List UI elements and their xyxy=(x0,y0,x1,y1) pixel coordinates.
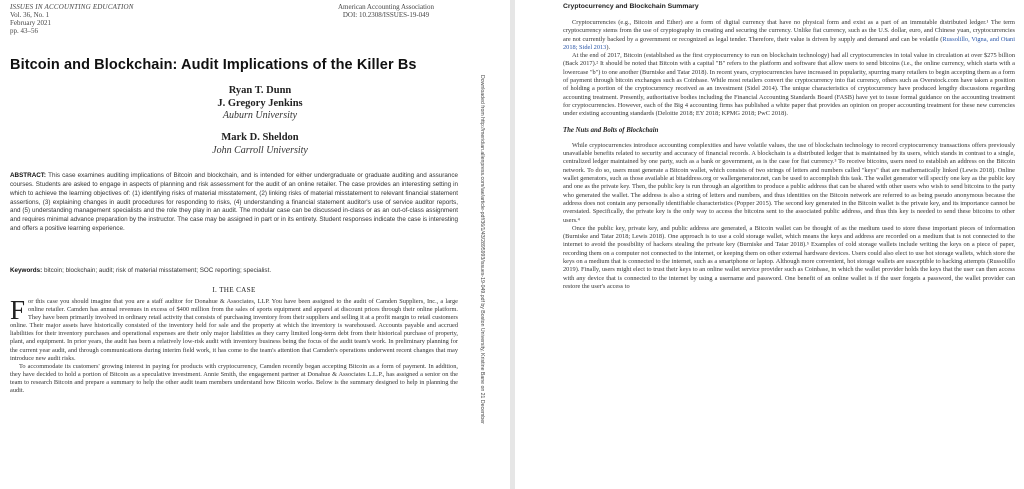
publisher-info xyxy=(320,3,452,19)
left-page xyxy=(0,0,510,489)
publisher-name: American Accounting Association xyxy=(337,3,435,11)
drop-cap: F xyxy=(10,295,26,325)
keywords-text: bitcoin; blockchain; audit; risk of material misstatement; SOC reporting; specialist. xyxy=(43,267,272,274)
subsection-heading: The Nuts and Bolts of Blockchain xyxy=(563,126,659,134)
keywords-label: Keywords: xyxy=(10,267,43,274)
paper-title: Bitcoin and Blockchain: Audit Implications of the Killer Bs xyxy=(10,57,417,73)
paragraph: Once the public key, private key, and public address are generated, a Bitcoin wallet can be thought of as the medium used to store these important pieces of information (Burniske and Tatar 2018; Lewis 2018). One approach is to use a cold storage wallet, which means the keys and address are recorded on a medium that is not connected to the internet to avoid the possibility of hackers stealing the private key (Burniske and Tatar 2018).⁵ Examples of cold storage wallets include writing the keys on a piece of paper, recording them on a computer not connected to the internet, or keeping them on other external hardware devices. Users could also elect to use hot storage wallets, which store the keys on a medium that is connected to the internet, such as a smartphone or laptop. Although more convenient, hot storage wallets are susceptible to hacking attempts (Russolillo 2019). Finally, users might elect to trust their keys to an online wallet service provider such as Coinbase, in which the wallet provider holds the keys that the user can then access with any device that is connected to the internet by using a username and password. One benefit of an online wallet is if the user forgets a password, the wallet provider can restore the user's access to xyxy=(563,224,1015,290)
body-text xyxy=(10,295,458,395)
abstract-label: ABSTRACT: xyxy=(10,172,47,179)
journal-info xyxy=(10,3,134,35)
paragraph-text: or this case you should imagine that you are a staff auditor for Donahue & Associates, LLP. You have been assigned to the audit of Camden Suppliers, Inc., a large online retailer. Camden has annual revenues in excess of $400 million from the sales of sports equipment and apparel at discount prices through their online platform. They have been primarily involved in ordinary retail activity that consists of purchasing inventory from their suppliers and selling it at a profit margin to retail customers online. Their major assets have historically consisted of the inventory held for sale and the property at which the inventory is warehoused. Accounts payable and accrued liabilities for their inventory purchases and operational expenses are their only major liabilities as they carry limited long-term debt from their historical purchase of property, plant, and equipment. In prior years, the audit has been a relatively low-risk audit with inventory business being the focus of the audit team's work. In preliminary planning for the current year audit, and through communications during interim field work, it has come to the team's attention that Camden's operations underwent recent changes that may introduce new audit risks. xyxy=(10,298,458,362)
keywords xyxy=(10,267,458,274)
abstract xyxy=(10,172,458,234)
journal-name: ISSUES IN ACCOUNTING EDUCATION xyxy=(10,3,134,11)
author-block xyxy=(150,85,370,167)
author-affiliation: John Carroll University xyxy=(212,144,308,156)
journal-date: February 2021 xyxy=(10,19,52,27)
author-name: Ryan T. Dunn xyxy=(228,85,292,96)
author-name: Mark D. Sheldon xyxy=(221,132,299,143)
doi: DOI: 10.2308/ISSUES-19-049 xyxy=(342,11,430,19)
section-title: I. THE CASE xyxy=(212,286,256,294)
abstract-text: This case examines auditing implications of Bitcoin and blockchain, and is intended for either undergraduate or graduate auditing and assurance courses. Students are asked to engage in aspects of planning and risk assessment for the audit of an online retailer. The case provides an interesting setting in which to achieve the learning objectives of: (1) identifying risks of material misstatement, (2) linking risks of material misstatement to relevant financial statement assertions, (3) explaining changes in audit procedures for responding to risks, (4) understanding a financial statement auditor's use of service auditor reports, and (5) understanding management specialists and the role they play in an audit. The modular case can be discussed in-class or as an out-of-class assignment and requires minimal advance preparation by the instructor. The case may be assigned in part or in its entirety. Student responses indicate the case is interesting and offers a positive learning experience. xyxy=(10,172,458,233)
journal-pages: pp. 43–56 xyxy=(10,27,38,35)
paragraph xyxy=(10,295,458,363)
author-name: J. Gregory Jenkins xyxy=(217,97,303,109)
paragraph: To accommodate its customers' growing interest in paying for products with cryptocurrency, Camden recently began accepting Bitcoin as a form of payment. In addition, they have decided to hold a portion of Bitcoin as a speculative investment. Annie Smith, the engagement partner at Donahue & Associates L.L.P., has assigned a senior on the team to research Bitcoin and prepare a summary to help the other audit team members understand how Bitcoin works. Below is the summary designed to help in planning the audit. xyxy=(10,362,458,395)
right-page xyxy=(515,0,1024,489)
citation-link[interactable]: Russolillo, Vigna, and Otani 2018; Sidel 2013 xyxy=(563,35,1015,51)
paragraph: At the end of 2017, Bitcoin (established as the first cryptocurrency to run on blockchain technology) had all cryptocurrencies in total value in circulation at over $275 billion (Back 2017).² It should be noted that Bitcoin with a capital "B" refers to the platform and software that allow users to send bitcoins (i.e., the online currency, which starts with a lowercase "b") to one another (Burniske and Tatar 2018). In recent years, cryptocurrencies have increased in popularity, spurring many retailers to begin accepting them as a form of payment through bitcoin exchanges such as Coinbase. While most retailers convert the cryptocurrency into fiat currency, others such as Overstock.com have taken a position of holding a portion of the cryptocurrency received as an investment (Sidel 2014). The unique characteristics of cryptocurrency have produced lengthy discussions regarding accounting treatment. Presently, authoritative bodies including the Financial Accounting Standards Board (FASB) have yet to issue formal guidance on the accounting treatment for cryptocurrencies. However, each of the Big 4 accounting firms has published a white paper that provides an opinion on proper accounting treatment for these new currencies under existing accounting standards (Deloitte 2018; EY 2018; KPMG 2018; PwC 2018). xyxy=(563,52,1015,118)
section-heading: Cryptocurrency and Blockchain Summary xyxy=(563,3,699,10)
paragraph-text: Cryptocurrencies (e.g., Bitcoin and Ether) are a form of digital currency that have no physical form and exist as a part of an immutable distributed ledger.¹ The term cryptocurrency stems from the use of cryptography in creating and securing the currency. Unlike fiat currency, such as the U.S. dollar, euro, and Chinese yuan, cryptocurrencies are not currently backed by a government or recognized as legal tender. Therefore, their value is driven by supply and demand and can be volatile ( xyxy=(563,19,1015,43)
paragraph: While cryptocurrencies introduce accounting complexities and have volatile values, the use of blockchain technology to record cryptocurrency transactions offers previously unavailable benefits related to security and accuracy of financial records. A blockchain is a distributed ledger that is maintained by its users, which stands in contrast to a single, centralized ledger maintained by one party, such as a bank or government, as is the case for fiat currency.³ To receive bitcoins, users need to establish an address on the Bitcoin network. To do so, users must generate a Bitcoin wallet, which consists of two strings of letters and numbers called "keys" that are mathematically linked (Lewis 2018). Online wallet generators, such as those available at bitaddress.org or wallergenerator.net, can be used to accomplish this task. The wallet generator will specify one key as the public key and one as the private key. Then, the public key is run through an algorithm to produce a public address that can be shared with other users who wish to send bitcoins to the party who generated the wallet. The address is also a string of letters and numbers, and thus identities on the Bitcoin network are referred to as being pseudo anonymous because the address does not contain any personally identifiable characteristics (Popper 2015). The second key generated in the Bitcoin wallet is the private key, and its importance cannot be overstated. Specifically, the private key is the only way to access the bitcoins sent to the associated public address, and thus this key is needed to send these bitcoins to other users.⁴ xyxy=(563,141,1015,224)
download-notice: Downloaded from http://meridian.allenpress.com/iae/article-pdf/36/1/43/2895993/issues-19-049.pdf by Boston University, Kristine Bane on 21 December xyxy=(479,75,485,424)
paragraph-text: ). xyxy=(606,43,611,51)
journal-volume: Vol. 36, No. 1 xyxy=(10,11,50,19)
body-text xyxy=(563,19,1015,291)
paragraph xyxy=(563,19,1015,52)
author-affiliation: Auburn University xyxy=(222,110,298,121)
